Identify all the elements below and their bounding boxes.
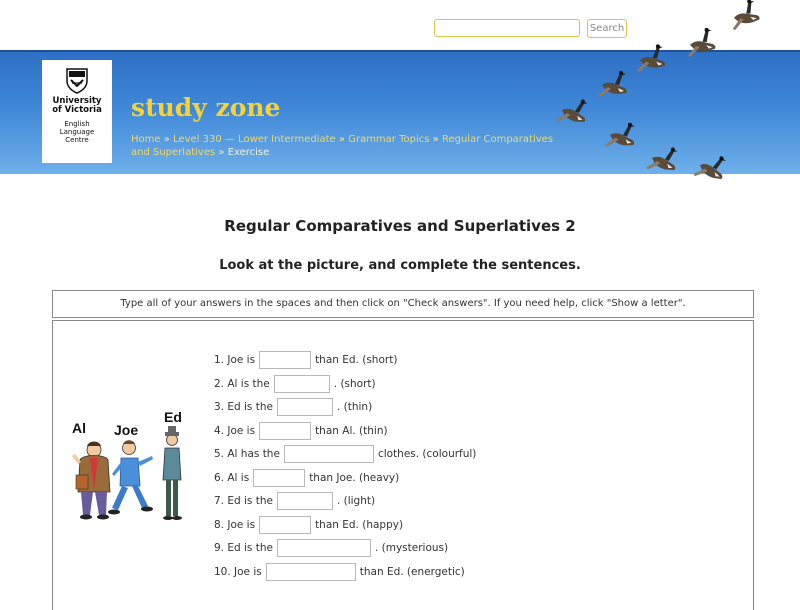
answer-input[interactable] — [259, 351, 311, 369]
goose — [556, 96, 589, 127]
question-suffix: than Ed. (short) — [315, 354, 398, 366]
logo-university-name: University of Victoria — [52, 96, 102, 115]
question-suffix: than Ed. (energetic) — [359, 566, 465, 578]
search-button[interactable]: Search — [587, 19, 627, 38]
question-suffix: . (short) — [333, 378, 376, 390]
answer-input[interactable] — [277, 398, 333, 416]
question-suffix: than Al. (thin) — [315, 425, 388, 437]
site-title[interactable]: study zone — [131, 93, 281, 122]
goose — [727, 0, 762, 31]
answer-input[interactable] — [253, 469, 305, 487]
cartoon-characters-image — [66, 420, 196, 530]
question-prefix: 6. Al is — [214, 472, 250, 484]
question-row — [214, 397, 372, 417]
question-row — [214, 468, 399, 488]
character-joe — [108, 440, 153, 514]
question-prefix: 9. Ed is the — [214, 542, 273, 554]
instructions-box — [52, 290, 754, 318]
question-prefix: 7. Ed is the — [214, 495, 273, 507]
answer-input[interactable] — [274, 375, 330, 393]
question-row — [214, 562, 465, 582]
page-title: Regular Comparatives and Superlatives 2 — [224, 217, 576, 235]
breadcrumb-separator: » — [338, 134, 346, 145]
breadcrumb-topic[interactable]: Regular Comparatives and Superlatives — [131, 134, 554, 158]
question-prefix: 10. Joe is — [214, 566, 262, 578]
answer-input[interactable] — [277, 492, 333, 510]
breadcrumb-current: Exercise — [227, 147, 270, 158]
question-row — [214, 421, 388, 441]
question-prefix: 1. Joe is — [214, 354, 256, 366]
question-suffix: . (light) — [336, 495, 376, 507]
goose — [598, 71, 627, 97]
goose — [635, 44, 666, 72]
character-ed — [163, 426, 182, 520]
question-prefix: 5. Al has the — [214, 448, 280, 460]
character-label-ed: Ed — [164, 409, 182, 425]
breadcrumb-grammar-topics[interactable]: Grammar Topics — [348, 134, 430, 145]
breadcrumb-separator: » — [432, 134, 439, 145]
question-row — [214, 350, 397, 370]
breadcrumb — [131, 133, 571, 159]
character-al — [72, 442, 110, 520]
breadcrumb-separator: » — [218, 147, 225, 158]
breadcrumb-separator: » — [163, 134, 170, 145]
question-suffix: . (thin) — [336, 401, 373, 413]
character-label-joe: Joe — [114, 422, 139, 438]
question-row — [214, 515, 403, 535]
university-logo[interactable] — [42, 60, 112, 163]
question-suffix: clothes. (colourful) — [377, 448, 477, 460]
question-row — [214, 538, 448, 558]
answer-input[interactable] — [284, 445, 374, 463]
question-row — [214, 444, 476, 464]
goose — [646, 144, 679, 175]
answer-input[interactable] — [266, 563, 356, 581]
answer-input[interactable] — [277, 539, 371, 557]
breadcrumb-home[interactable]: Home — [131, 134, 161, 145]
instructions-text: Type all of your answers in the spaces and then click on "Check answers". If you need help, click "Show a letter". — [120, 298, 686, 309]
question-row — [214, 491, 375, 511]
question-suffix: . (mysterious) — [374, 542, 449, 554]
goose — [693, 150, 728, 183]
question-prefix: 2. Al is the — [214, 378, 270, 390]
answer-input[interactable] — [259, 422, 311, 440]
question-suffix: than Joe. (heavy) — [309, 472, 400, 484]
character-label-al: Al — [72, 420, 86, 436]
goose — [684, 27, 717, 58]
question-suffix: than Ed. (happy) — [315, 519, 404, 531]
goose — [605, 121, 636, 149]
question-prefix: 8. Joe is — [214, 519, 256, 531]
breadcrumb-level[interactable]: Level 330 — Lower Intermediate — [173, 134, 336, 145]
shield-icon — [66, 68, 88, 94]
logo-centre-name: English Language Centre — [59, 120, 95, 144]
answer-input[interactable] — [259, 516, 311, 534]
question-prefix: 3. Ed is the — [214, 401, 273, 413]
question-prefix: 4. Joe is — [214, 425, 256, 437]
question-row — [214, 374, 376, 394]
geese-illustration — [540, 0, 800, 190]
page-subtitle: Look at the picture, and complete the sentences. — [219, 258, 581, 273]
